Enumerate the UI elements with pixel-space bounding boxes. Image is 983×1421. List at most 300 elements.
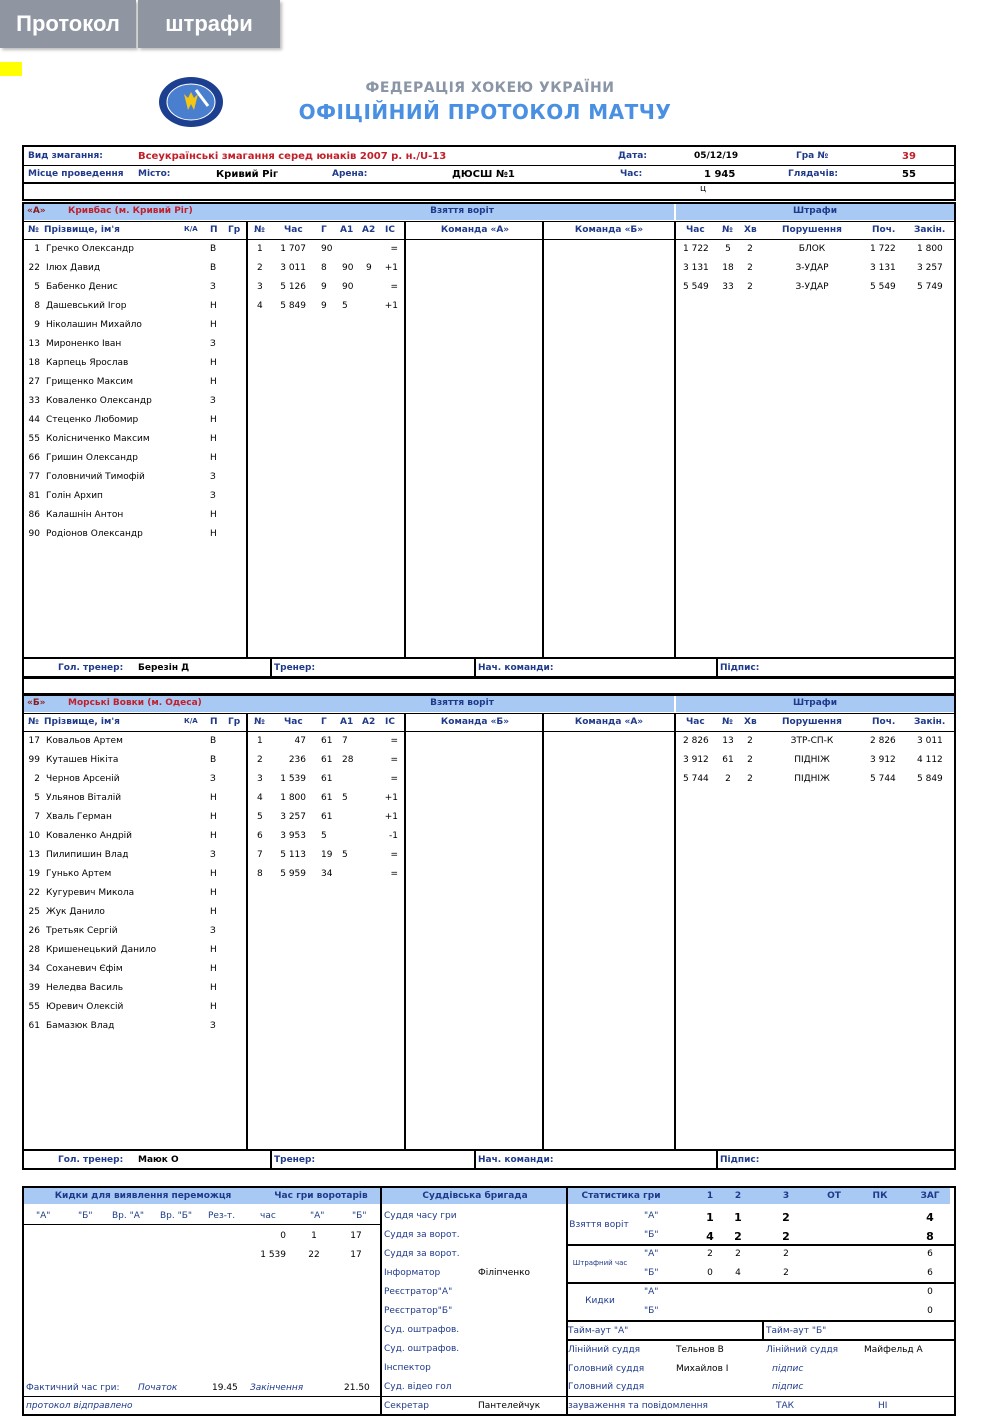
game-value: 39 xyxy=(902,151,916,162)
penalty-violation: ЗТР-СП-К xyxy=(790,736,834,746)
goal-scorer: 34 xyxy=(321,869,333,879)
match-info xyxy=(22,145,956,184)
stat-value: 2 xyxy=(782,1230,790,1243)
col-header-gno: № xyxy=(254,225,265,235)
coach-name: Березін Д xyxy=(138,663,190,673)
extra-value: ц xyxy=(700,184,707,194)
player-name: Бамазюк Влад xyxy=(46,1021,115,1031)
team-name: Кривбас (м. Кривий Ріг) xyxy=(68,206,193,216)
player-position: З xyxy=(210,491,216,501)
player-position: Н xyxy=(210,964,217,974)
penalty-end: 4 112 xyxy=(917,755,943,765)
penalty-violation: ПІДНІЖ xyxy=(794,774,830,784)
pen-stat-label: Штрафний час xyxy=(572,1259,628,1267)
penalty-player: 13 xyxy=(722,736,734,746)
player-name: Кришенецький Данило xyxy=(46,945,157,955)
goal-time: 1 707 xyxy=(280,244,306,254)
player-number: 66 xyxy=(28,453,40,463)
player-position: Н xyxy=(210,888,217,898)
ref-role: Суддя часу гри xyxy=(384,1211,457,1221)
stat-team: "А" xyxy=(644,1287,659,1297)
col-header-name: Прізвище, ім'я xyxy=(44,717,120,727)
player-name: Бабенко Денис xyxy=(46,282,118,292)
player-position: Н xyxy=(210,377,217,387)
col-header-ka: К/А xyxy=(184,717,198,725)
shootout-title: Кидки для виявлення переможця xyxy=(54,1191,232,1201)
stat-value: 2 xyxy=(782,1211,790,1224)
team-a-section xyxy=(22,202,956,678)
column-line xyxy=(542,221,544,657)
goal-a1: 5 xyxy=(342,850,348,860)
ref-name: Пантелейчук xyxy=(478,1401,541,1411)
player-number: 22 xyxy=(28,263,40,273)
player-name: Ніколашин Михайло xyxy=(46,320,142,330)
player-name: Чернов Арсеній xyxy=(46,774,120,784)
gk-value: 1 539 xyxy=(260,1250,286,1260)
goals-stat-label: Взяття воріт xyxy=(569,1220,629,1230)
period-col-2: 3 xyxy=(782,1191,790,1201)
penalty-time: 5 549 xyxy=(683,282,709,292)
actual-label: Фактичний час гри: xyxy=(26,1383,120,1393)
goal-time: 5 849 xyxy=(280,301,306,311)
period-col-4: ПК xyxy=(872,1191,888,1201)
col-header-ps: Поч. xyxy=(872,225,896,235)
player-name: Колісниченко Максим xyxy=(46,434,150,444)
team-frame xyxy=(22,202,956,678)
player-name: Гришин Олександр xyxy=(46,453,138,463)
player-name: Грищенко Максим xyxy=(46,377,134,387)
ref-title: Суддівська бригада xyxy=(422,1191,528,1201)
penalty-player: 2 xyxy=(725,774,731,784)
player-name: Ковальов Артем xyxy=(46,736,123,746)
goal-no: 3 xyxy=(257,774,263,784)
penalty-end: 5 749 xyxy=(917,282,943,292)
goal-a1: 5 xyxy=(342,793,348,803)
goal-ic: = xyxy=(390,774,398,784)
player-number: 8 xyxy=(34,301,40,311)
goal-ic: = xyxy=(390,244,398,254)
player-number: 7 xyxy=(34,812,40,822)
team-tag: «Б» xyxy=(27,698,46,708)
player-number: 28 xyxy=(28,945,40,955)
col-header-ka: К/А xyxy=(184,225,198,233)
penalty-player: 33 xyxy=(722,282,734,292)
line-ref-label: Лінійний суддя xyxy=(568,1345,641,1355)
col-header-a2: А2 xyxy=(362,225,376,235)
team-col-header: Команда «А» xyxy=(440,225,510,235)
goal-time: 5 113 xyxy=(280,850,306,860)
team-tag: «А» xyxy=(27,206,46,216)
bottom-section xyxy=(22,1186,956,1416)
type-label: Вид змагання: xyxy=(28,151,103,161)
player-number: 86 xyxy=(28,510,40,520)
column-line xyxy=(716,1149,718,1168)
col-header-p: П xyxy=(210,225,218,235)
trainer-label: Тренер: xyxy=(274,1155,316,1165)
col-header-gtime: Час xyxy=(284,717,303,727)
goal-scorer: 5 xyxy=(321,831,327,841)
penalty-time: 3 131 xyxy=(683,263,709,273)
player-number: 39 xyxy=(28,983,40,993)
column-line xyxy=(542,713,544,1149)
player-name: Ілюх Давид xyxy=(46,263,101,273)
period-col-3: ОТ xyxy=(827,1191,841,1201)
goal-a1: 90 xyxy=(342,263,354,273)
protocol-title: ОФІЦІЙНИЙ ПРОТОКОЛ МАТЧУ xyxy=(298,100,672,124)
player-number: 2 xyxy=(34,774,40,784)
player-position: Н xyxy=(210,907,217,917)
col-header-name: Прізвище, ім'я xyxy=(44,225,120,235)
goal-a1: 5 xyxy=(342,301,348,311)
gk-value: 17 xyxy=(350,1231,362,1241)
start-value: 19.45 xyxy=(212,1383,238,1393)
sign-1: підпис xyxy=(772,1364,804,1374)
col-header-pt: Час xyxy=(686,225,705,235)
line-ref-1: Тельнов В xyxy=(676,1345,724,1355)
end-label: Закінчення xyxy=(250,1383,304,1393)
coach-label: Гол. тренер: xyxy=(58,1155,124,1165)
venue-label: Місце проведення xyxy=(28,169,124,179)
player-position: В xyxy=(210,736,217,746)
goal-scorer: 19 xyxy=(321,850,333,860)
goal-no: 3 xyxy=(257,282,263,292)
player-name: Жук Данило xyxy=(46,907,105,917)
arena-label: Арена: xyxy=(332,169,368,179)
spectators-label: Глядачів: xyxy=(788,169,839,179)
goal-scorer: 9 xyxy=(321,301,327,311)
penalty-end: 5 849 xyxy=(917,774,943,784)
goal-ic: = xyxy=(390,282,398,292)
goal-time: 5 126 xyxy=(280,282,306,292)
penalty-start: 1 722 xyxy=(870,244,896,254)
player-number: 19 xyxy=(28,869,40,879)
col-header-pm: Хв xyxy=(744,225,757,235)
player-number: 25 xyxy=(28,907,40,917)
player-number: 17 xyxy=(28,736,40,746)
player-position: З xyxy=(210,850,216,860)
spectators-value: 55 xyxy=(902,169,916,180)
penalty-start: 2 826 xyxy=(870,736,896,746)
goal-ic: = xyxy=(390,755,398,765)
stat-value: 2 xyxy=(707,1249,713,1259)
sign-2: підпис xyxy=(772,1382,804,1392)
player-number: 90 xyxy=(28,529,40,539)
penalty-time: 5 744 xyxy=(683,774,709,784)
shootout-col-3: Вр. "Б" xyxy=(160,1211,193,1221)
goal-a1: 28 xyxy=(342,755,354,765)
player-name: Коваленко Олександр xyxy=(46,396,152,406)
divider xyxy=(566,1339,954,1341)
start-label: Початок xyxy=(138,1383,178,1393)
player-name: Гречко Олександр xyxy=(46,244,134,254)
stat-value: 0 xyxy=(707,1268,713,1278)
goal-ic: = xyxy=(390,736,398,746)
player-position: З xyxy=(210,282,216,292)
period-col-0: 1 xyxy=(706,1191,714,1201)
player-position: З xyxy=(210,774,216,784)
player-name: Гунько Артем xyxy=(46,869,112,879)
col-header-ic: ІС xyxy=(385,225,395,235)
extra-row xyxy=(22,183,956,201)
player-name: Дашевський Ігор xyxy=(46,301,127,311)
goal-scorer: 61 xyxy=(321,736,333,746)
goal-ic: = xyxy=(390,850,398,860)
player-position: Н xyxy=(210,831,217,841)
tab-penalties[interactable]: штрафи xyxy=(138,0,280,48)
goal-scorer: 61 xyxy=(321,812,333,822)
penalties-header: Штрафи xyxy=(792,206,838,216)
player-name: Карпець Ярослав xyxy=(46,358,129,368)
city-label: Місто: xyxy=(138,169,171,179)
player-name: Мироненко Іван xyxy=(46,339,122,349)
divider xyxy=(22,1224,380,1225)
sent-label: протокол відправлено xyxy=(26,1401,133,1411)
player-name: Хваль Герман xyxy=(46,812,112,822)
col-header-pv: Порушення xyxy=(782,717,842,727)
goal-no: 4 xyxy=(257,793,263,803)
goal-a2: 9 xyxy=(366,263,372,273)
goal-time: 1 800 xyxy=(280,793,306,803)
gk-col-2: "Б" xyxy=(352,1211,367,1221)
player-position: Н xyxy=(210,793,217,803)
stat-team: "Б" xyxy=(644,1306,659,1316)
goal-scorer: 61 xyxy=(321,793,333,803)
penalty-time: 2 826 xyxy=(683,736,709,746)
player-name: Юревич Олексій xyxy=(46,1002,124,1012)
player-position: Н xyxy=(210,415,217,425)
column-line xyxy=(270,657,272,676)
col-header-g: Г xyxy=(321,717,327,727)
ref-role: Інформатор xyxy=(384,1268,441,1278)
yellow-marker xyxy=(0,62,22,76)
goal-time: 5 959 xyxy=(280,869,306,879)
stat-team: "Б" xyxy=(644,1268,659,1278)
opp-col-header: Команда «А» xyxy=(574,717,644,727)
stat-value: 2 xyxy=(783,1268,789,1278)
goal-no: 6 xyxy=(257,831,263,841)
no-option: НІ xyxy=(878,1401,888,1411)
coach-name: Маюк О xyxy=(138,1155,179,1165)
line-ref-2: Майфельд А xyxy=(864,1345,923,1355)
column-line xyxy=(674,221,676,657)
divider xyxy=(566,1244,954,1246)
penalty-start: 5 549 xyxy=(870,282,896,292)
time-value: 1 945 xyxy=(704,169,736,180)
player-number: 13 xyxy=(28,339,40,349)
player-number: 1 xyxy=(34,244,40,254)
penalty-violation: З-УДАР xyxy=(795,263,829,273)
column-line xyxy=(246,221,248,657)
timeout-a: Тайм-аут "А" xyxy=(568,1326,629,1336)
goals-header: Взяття воріт xyxy=(430,206,494,216)
goals-header: Взяття воріт xyxy=(430,698,494,708)
goal-a1: 7 xyxy=(342,736,348,746)
goal-scorer: 61 xyxy=(321,755,333,765)
penalty-end: 3 257 xyxy=(917,263,943,273)
col-header-a1: А1 xyxy=(340,225,354,235)
player-name: Ульянов Віталій xyxy=(46,793,122,803)
goal-ic: -1 xyxy=(389,831,398,841)
goal-no: 2 xyxy=(257,263,263,273)
shootout-col-4: Рез-т. xyxy=(208,1211,236,1221)
goal-scorer: 61 xyxy=(321,774,333,784)
column-line xyxy=(270,1149,272,1168)
player-name: Родіонов Олександр xyxy=(46,529,143,539)
team-col-header: Команда «Б» xyxy=(440,717,510,727)
player-position: З xyxy=(210,339,216,349)
player-position: Н xyxy=(210,434,217,444)
penalty-minutes: 2 xyxy=(747,755,753,765)
shootout-col-1: "Б" xyxy=(78,1211,93,1221)
player-position: Н xyxy=(210,945,217,955)
penalty-minutes: 2 xyxy=(747,244,753,254)
player-position: В xyxy=(210,244,217,254)
time-label: Час: xyxy=(620,169,643,179)
penalty-violation: БЛОК xyxy=(798,244,826,254)
column-line xyxy=(246,713,248,1149)
goal-ic: = xyxy=(390,869,398,879)
player-position: Н xyxy=(210,301,217,311)
city-value: Кривий Ріг xyxy=(216,169,279,180)
end-value: 21.50 xyxy=(344,1383,370,1393)
ref-role: Суд. оштрафов. xyxy=(384,1344,460,1354)
player-position: Н xyxy=(210,1002,217,1012)
player-position: Н xyxy=(210,812,217,822)
stat-value: 2 xyxy=(783,1249,789,1259)
head-ref-label-2: Головний суддя xyxy=(568,1382,645,1392)
player-position: Н xyxy=(210,453,217,463)
player-name: Головничий Тимофій xyxy=(46,472,145,482)
stat-value: 0 xyxy=(927,1287,933,1297)
goal-ic: +1 xyxy=(384,301,398,311)
column-line xyxy=(716,657,718,676)
stat-team: "А" xyxy=(644,1249,659,1259)
goal-no: 4 xyxy=(257,301,263,311)
ref-role: Суд. оштрафов. xyxy=(384,1325,460,1335)
stat-value: 2 xyxy=(735,1249,741,1259)
penalty-minutes: 2 xyxy=(747,774,753,784)
goal-a1: 90 xyxy=(342,282,354,292)
player-number: 81 xyxy=(28,491,40,501)
goal-ic: +1 xyxy=(384,263,398,273)
gk-title: Час гри воротарів xyxy=(274,1191,368,1201)
date-value: 05/12/19 xyxy=(694,151,739,161)
shootout-col-2: Вр. "А" xyxy=(112,1211,145,1221)
player-number: 61 xyxy=(28,1021,40,1031)
team-name: Морські Вовки (м. Одеса) xyxy=(68,698,202,708)
player-position: Н xyxy=(210,320,217,330)
column-line xyxy=(762,1320,764,1339)
section-gap xyxy=(22,677,956,695)
player-name: Кугуревич Микола xyxy=(46,888,135,898)
player-position: Н xyxy=(210,869,217,879)
trainer-label: Тренер: xyxy=(274,663,316,673)
player-position: Н xyxy=(210,983,217,993)
shots-stat-label: Кидки xyxy=(585,1296,615,1306)
goal-ic: +1 xyxy=(384,812,398,822)
col-header-gr: Гр xyxy=(228,717,241,727)
player-name: Стеценко Любомир xyxy=(46,415,139,425)
player-number: 77 xyxy=(28,472,40,482)
player-name: Коваленко Андрій xyxy=(46,831,133,841)
timeout-b: Тайм-аут "Б" xyxy=(766,1326,827,1336)
goal-time: 3 953 xyxy=(280,831,306,841)
period-col-5: ЗАГ xyxy=(920,1191,940,1201)
player-number: 9 xyxy=(34,320,40,330)
goal-ic: +1 xyxy=(384,793,398,803)
player-name: Голін Архип xyxy=(46,491,103,501)
gk-value: 17 xyxy=(350,1250,362,1260)
column-line xyxy=(404,713,406,1149)
type-value: Всеукраїнські змагання серед юнаків 2007 р. н./U-13 xyxy=(138,151,447,162)
col-header-g: Г xyxy=(321,225,327,235)
player-position: Н xyxy=(210,358,217,368)
divider xyxy=(22,221,956,222)
col-header-a1: А1 xyxy=(340,717,354,727)
goal-no: 7 xyxy=(257,850,263,860)
gk-value: 0 xyxy=(280,1231,286,1241)
ref-role: Реєстратор"Б" xyxy=(384,1306,453,1316)
player-number: 34 xyxy=(28,964,40,974)
penalty-time: 3 912 xyxy=(683,755,709,765)
col-header-pt: Час xyxy=(686,717,705,727)
period-col-1: 2 xyxy=(734,1191,742,1201)
divider xyxy=(566,1320,954,1322)
head-ref-label: Головний суддя xyxy=(568,1364,645,1374)
divider xyxy=(380,1396,954,1397)
head-ref-1: Михайлов І xyxy=(676,1364,729,1374)
tab-protocol[interactable]: Протокол xyxy=(0,0,136,48)
player-position: В xyxy=(210,755,217,765)
goal-time: 3 011 xyxy=(280,263,306,273)
stat-value: 4 xyxy=(735,1268,741,1278)
sign-label: Підпис: xyxy=(720,1155,760,1165)
stat-value: 4 xyxy=(926,1211,934,1224)
coach-label: Гол. тренер: xyxy=(58,663,124,673)
goal-no: 2 xyxy=(257,755,263,765)
remarks-label: зауваження та повідомлення xyxy=(568,1401,708,1411)
team-b-section xyxy=(22,694,956,1170)
column-line xyxy=(404,221,406,657)
col-header-ps: Поч. xyxy=(872,717,896,727)
player-name: Соханевич Єфім xyxy=(46,964,123,974)
penalty-violation: ПІДНІЖ xyxy=(794,755,830,765)
penalty-minutes: 2 xyxy=(747,736,753,746)
shootout-col-0: "А" xyxy=(36,1211,51,1221)
game-label: Гра № xyxy=(796,151,829,161)
goal-scorer: 90 xyxy=(321,244,333,254)
player-name: Калашнін Антон xyxy=(46,510,124,520)
player-number: 55 xyxy=(28,1002,40,1012)
divider xyxy=(22,731,956,732)
goal-no: 5 xyxy=(257,812,263,822)
penalty-player: 61 xyxy=(722,755,734,765)
ref-role: Інспектор xyxy=(384,1363,431,1373)
penalty-time: 1 722 xyxy=(683,244,709,254)
stat-value: 2 xyxy=(734,1230,742,1243)
col-header-ic: ІС xyxy=(385,717,395,727)
player-name: Неледва Василь xyxy=(46,983,124,993)
stat-value: 1 xyxy=(734,1211,742,1224)
goal-no: 8 xyxy=(257,869,263,879)
ref-role: Реєстратор"А" xyxy=(384,1287,453,1297)
column-line xyxy=(380,1188,382,1414)
stat-value: 0 xyxy=(927,1306,933,1316)
ref-role: Суддя за ворот. xyxy=(384,1249,460,1259)
penalty-end: 3 011 xyxy=(917,736,943,746)
penalty-player: 5 xyxy=(725,244,731,254)
player-position: В xyxy=(210,263,217,273)
